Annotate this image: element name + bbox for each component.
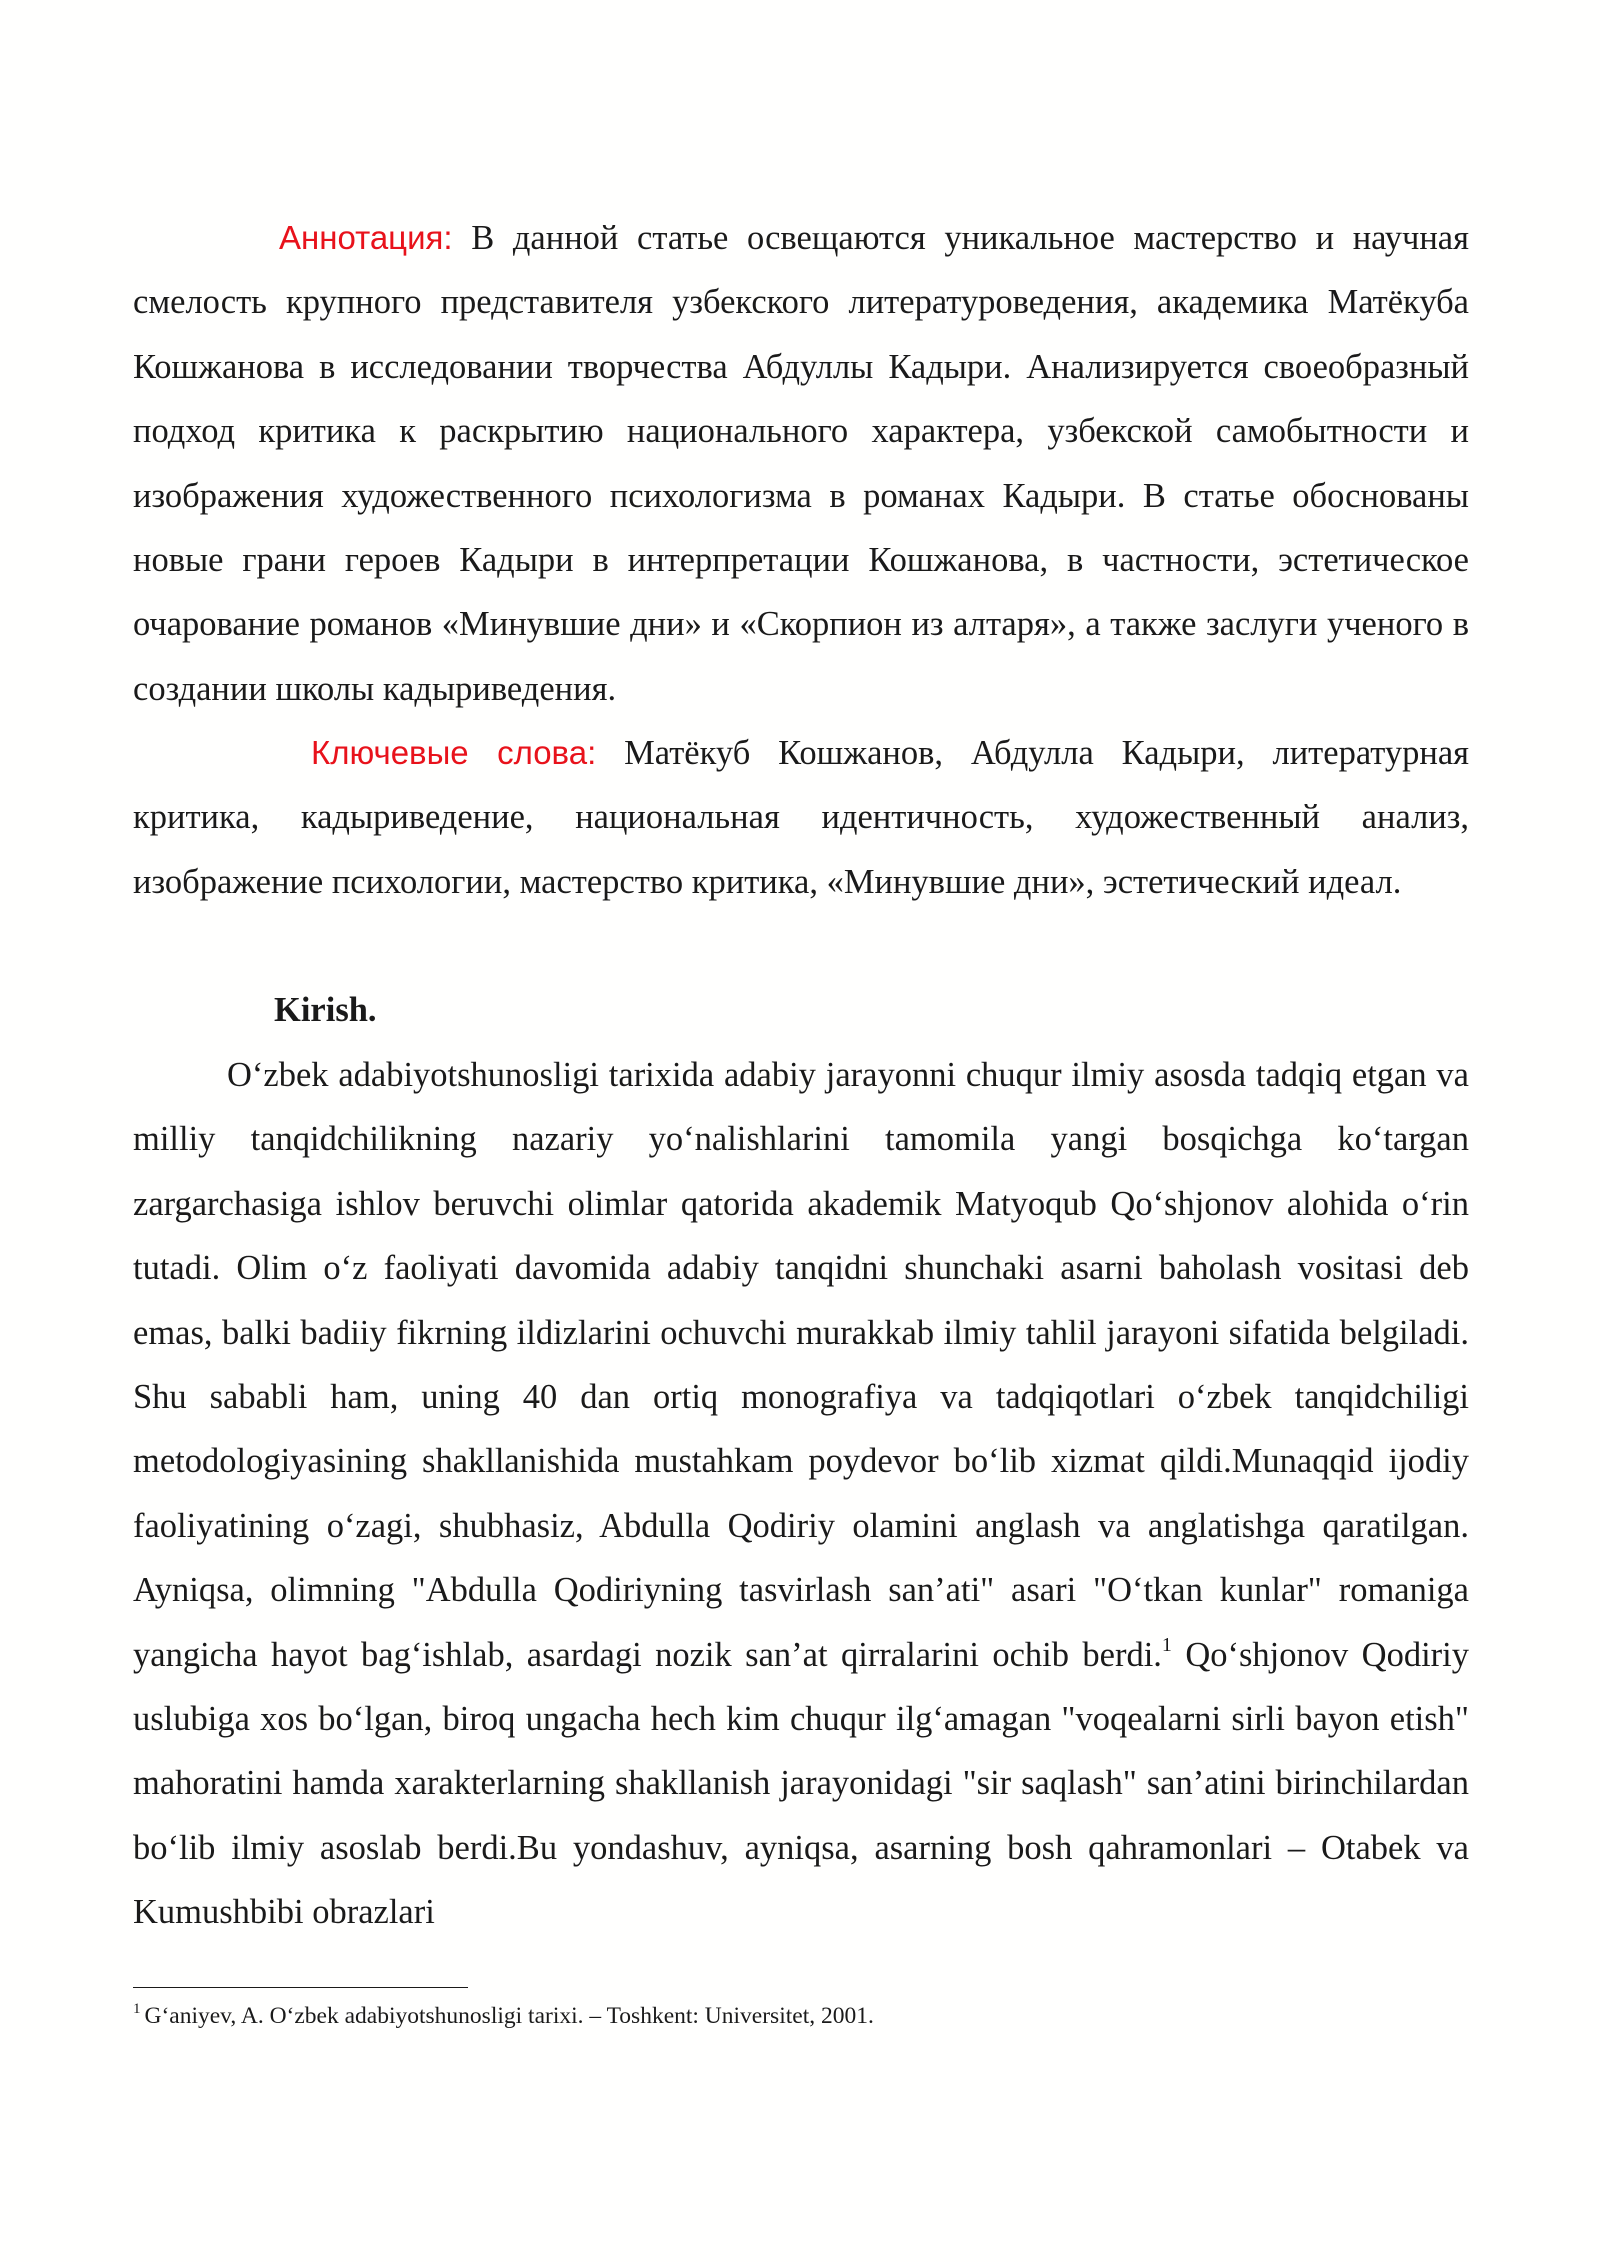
annotation-label: Аннотация:: [279, 219, 453, 256]
annotation-paragraph: [133, 206, 1469, 721]
keywords-label: Ключевые слова:: [311, 734, 597, 771]
keywords-text: Матёкуб Кошжанов, Абдулла Кадыри, литературная критика, кадыриведение, национальная идентичность, художественный анализ, изображение психологии, мастерство критика, «Минувшие дни», эстетический идеал.: [133, 734, 1470, 901]
footnote: [133, 1999, 874, 2033]
intro-paragraph: [133, 1043, 1469, 1945]
intro-text-part1: O‘zbek adabiyotshunosligi tarixida adabiy jarayonni chuqur ilmiy asosda tadqiq etgan va milliy tanqidchilikning nazariy yo‘nalishlarini tamomila yangi bosqichga ko‘targan zargarchasiga ishlov beruvchi olimlar qatorida akademik Matyoqub Qo‘shjonov alohida o‘rin tutadi. Olim o‘z faoliyati davomida adabiy tanqidni shunchaki asarni baholash vositasi deb emas, balki badiiy fikrning ildizlarini ochuvchi murakkab ilmiy tahlil jarayoni sifatida belgiladi. Shu sababli ham, uning 40 dan ortiq monografiya va tadqiqotlari o‘zbek tanqidchiligi metodologiyasining shakllanishida mustahkam poydevor bo‘lib xizmat qildi.Munaqqid ijodiy faoliyatining o‘zagi, shubhasiz, Abdulla Qodiriy olamini anglash va anglatishga qaratilgan. Ayniqsa, olimning "Abdulla Qodiriyning tasvirlash san’ati" asari "O‘tkan kunlar" romaniga yangicha hayot bag‘ishlab, asardagi nozik san’at qirralarini ochib berdi.: [133, 1056, 1469, 1674]
keywords-paragraph: [133, 721, 1469, 914]
intro-text-part2: Qo‘shjonov Qodiriy uslubiga xos bo‘lgan, biroq ungacha hech kim chuqur ilg‘amagan "voqealarni sirli bayon etish" mahoratini hamda xarakterlarning shakllanish jarayonidagi "sir saqlash" san’atini birinchilardan bo‘lib ilmiy asoslab berdi.Bu yondashuv, ayniqsa, asarning bosh qahramonlari – Otabek va Kumushbibi obrazlari: [133, 1635, 1469, 1932]
annotation-text: В данной статье освещаются уникальное мастерство и научная смелость крупного представителя узбекского литературоведения, академика Матёкуба Кошжанова в исследовании творчества Абдуллы Кадыри. Анализируется своеобразный подход критика к раскрытию национального характера, узбекской самобытности и изображения художественного психологизма в романах Кадыри. В статье обоснованы новые грани героев Кадыри в интерпретации Кошжанова, в частности, эстетическое очарование романов «Минувшие дни» и «Скорпион из алтаря», а также заслуги ученого в создании школы кадыриведения.: [133, 219, 1469, 708]
section-heading: Kirish.: [274, 991, 377, 1029]
footnote-reference[interactable]: 1: [1161, 1634, 1172, 1657]
footnote-number: 1: [133, 2001, 141, 2018]
footnote-separator: [133, 1987, 468, 1988]
footnote-text: G‘aniyev, A. O‘zbek adabiyotshunosligi tarixi. – Toshkent: Universitet, 2001.: [144, 2003, 874, 2029]
